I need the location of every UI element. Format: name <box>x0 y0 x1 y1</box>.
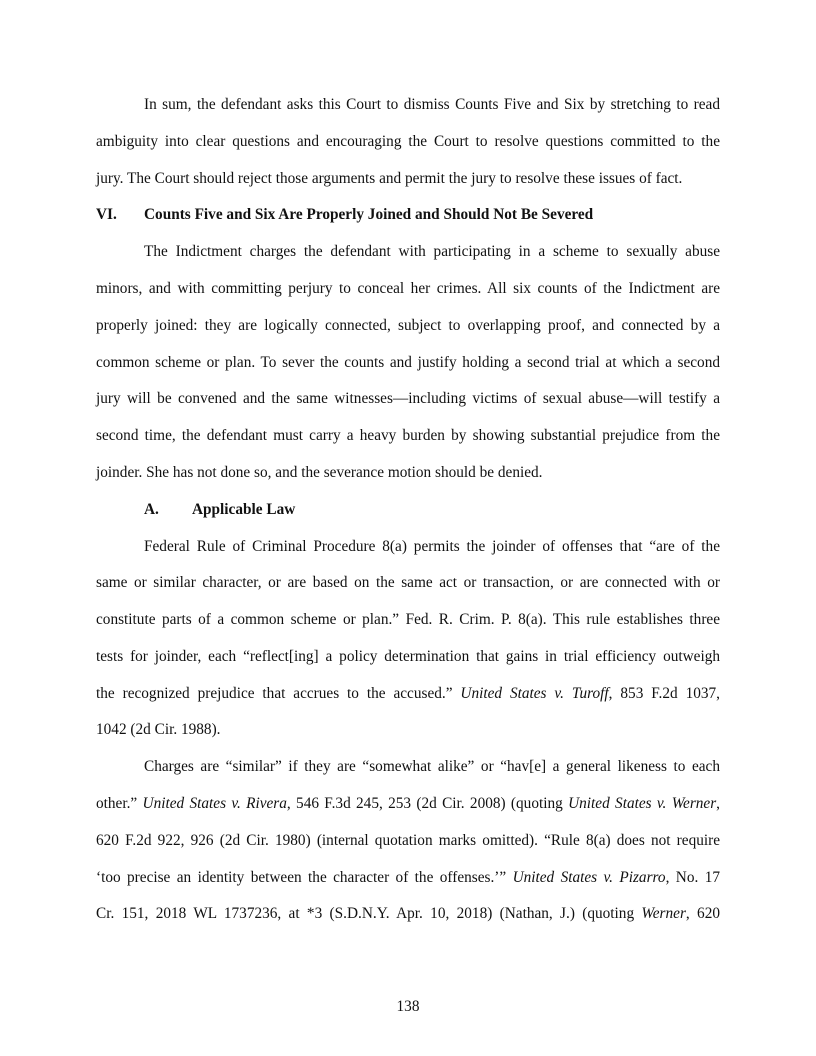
paragraph-line <box>96 793 720 815</box>
subsection-letter: A. <box>144 501 159 518</box>
paragraph-line <box>96 867 720 889</box>
paragraph-line: same or similar character, or are based on the same act or transaction, or are connected with or <box>96 574 720 591</box>
text-run: ‘too precise an identity between the character of the offenses.’” <box>96 869 513 886</box>
paragraph-line: 620 F.2d 922, 926 (2d Cir. 1980) (internal quotation marks omitted). “Rule 8(a) does not require <box>96 832 720 849</box>
text-run: , No. 17 <box>665 869 721 886</box>
paragraph-line: ambiguity into clear questions and encouraging the Court to resolve questions committed to the <box>96 133 720 150</box>
section-title: Counts Five and Six Are Properly Joined and Should Not Be Severed <box>144 206 594 223</box>
paragraph-line: tests for joinder, each “reflect[ing] a policy determination that gains in trial efficiency outweigh <box>96 648 720 665</box>
paragraph-line: joinder. She has not done so, and the severance motion should be denied. <box>96 464 543 481</box>
text-run: , <box>716 795 720 812</box>
case-citation: United States v. Turoff <box>460 685 609 702</box>
text-run: , 546 F.3d 245, 253 (2d Cir. 2008) (quoting <box>286 795 569 812</box>
page-number: 138 <box>396 998 420 1015</box>
subsection-title: Applicable Law <box>192 501 296 518</box>
paragraph-line: minors, and with committing perjury to conceal her crimes. All six counts of the Indictment are <box>96 280 720 297</box>
case-citation: United States v. Pizarro <box>512 869 666 886</box>
paragraph-line: Federal Rule of Criminal Procedure 8(a) permits the joinder of offenses that “are of the <box>144 538 720 555</box>
paragraph-line: common scheme or plan. To sever the counts and justify holding a second trial at which a second <box>96 354 720 371</box>
paragraph-line: constitute parts of a common scheme or plan.” Fed. R. Crim. P. 8(a). This rule establishes three <box>96 611 720 628</box>
paragraph-line: second time, the defendant must carry a heavy burden by showing substantial prejudice from the <box>96 427 720 444</box>
paragraph-line: Charges are “similar” if they are “somewhat alike” or “hav[e] a general likeness to each <box>144 758 720 775</box>
text-run: Cr. 151, 2018 WL 1737236, at *3 (S.D.N.Y. Apr. 10, 2018) (Nathan, J.) (quoting <box>96 905 642 922</box>
case-citation: Werner <box>641 905 686 922</box>
text-run: the recognized prejudice that accrues to the accused.” <box>96 685 461 702</box>
paragraph-line: properly joined: they are logically connected, subject to overlapping proof, and connected by a <box>96 317 720 334</box>
text-run: , 620 <box>685 905 720 922</box>
paragraph-line: jury. The Court should reject those arguments and permit the jury to resolve these issues of fact. <box>96 170 683 187</box>
case-citation: United States v. Rivera <box>142 795 287 812</box>
paragraph-line: The Indictment charges the defendant with participating in a scheme to sexually abuse <box>144 243 720 260</box>
paragraph-line <box>96 903 720 925</box>
paragraph-line: jury will be convened and the same witnesses—including victims of sexual abuse—will testify a <box>96 390 720 407</box>
section-heading <box>96 204 720 226</box>
paragraph-line <box>96 683 720 705</box>
subsection-heading <box>144 499 720 521</box>
paragraph-line: In sum, the defendant asks this Court to dismiss Counts Five and Six by stretching to read <box>144 96 720 113</box>
text-run: , 853 F.2d 1037, <box>608 685 721 702</box>
case-citation: United States v. Werner <box>568 795 717 812</box>
paragraph-line: 1042 (2d Cir. 1988). <box>96 721 221 738</box>
section-number: VI. <box>96 206 117 223</box>
text-run: other.” <box>96 795 143 812</box>
